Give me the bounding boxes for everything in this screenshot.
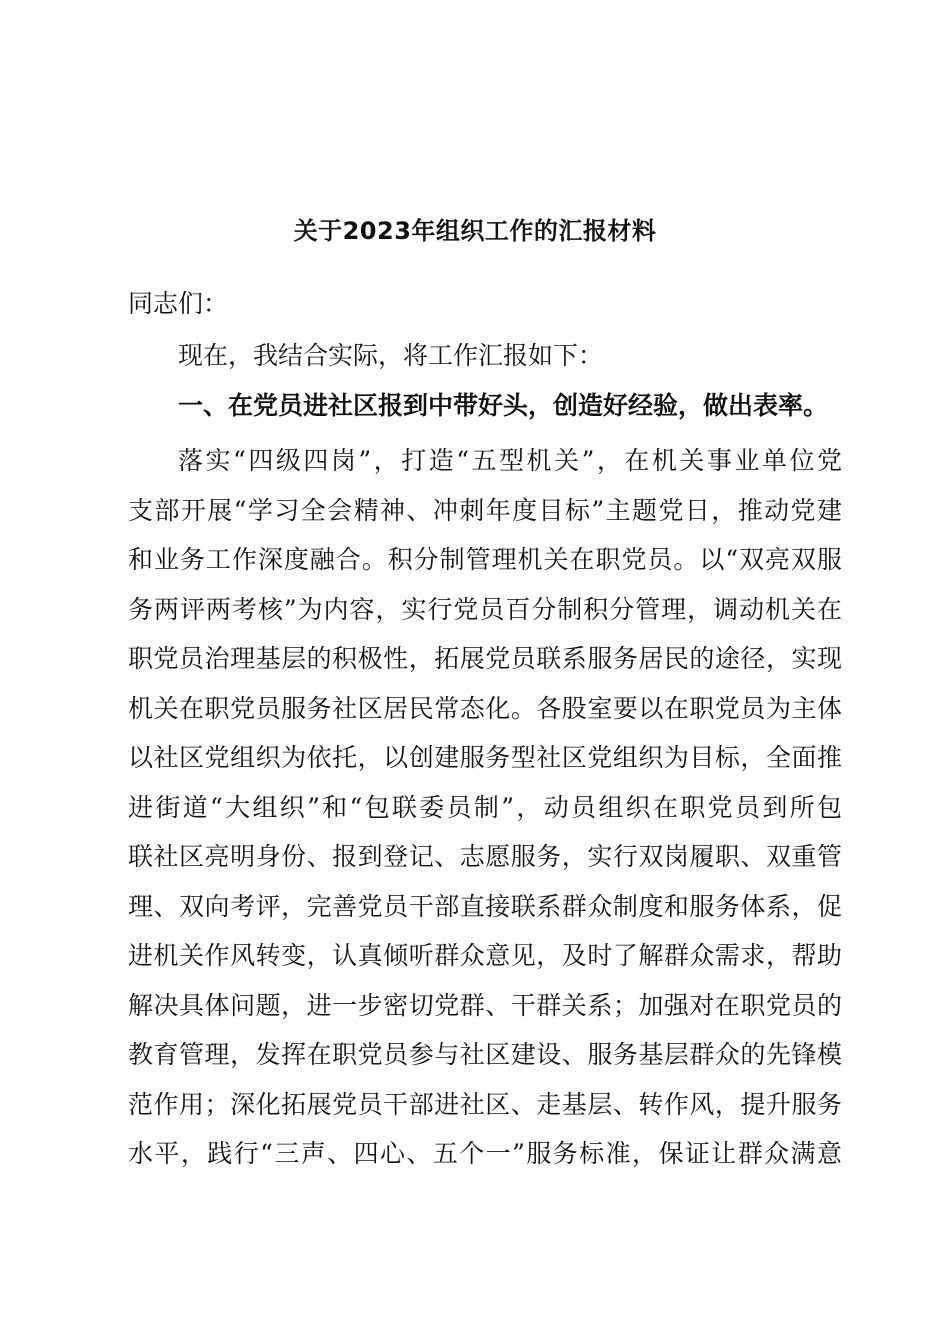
body-line: 支部开展“学习全会精神、冲刺年度目标”主题党日，推动党建: [128, 495, 842, 525]
body-line: 联社区亮明身份、报到登记、志愿服务，实行双岗履职、双重管: [128, 842, 842, 871]
body-line: 教育管理，发挥在职党员参与社区建设、服务基层群众的先锋模: [128, 1040, 842, 1069]
salutation: 同志们：: [128, 289, 229, 318]
body-line: 务两评两考核”为内容，实行党员百分制积分管理，调动机关在: [128, 594, 842, 624]
body-line: 水平，践行“三声、四心、五个一”服务标准，保证让群众满意: [128, 1139, 842, 1168]
body-line: 机关在职党员服务社区居民常态化。各股室要以在职党员为主体: [128, 693, 842, 723]
body-line: 解决具体问题，进一步密切党群、干群关系；加强对在职党员的: [128, 990, 842, 1020]
intro-paragraph: 现在，我结合实际，将工作汇报如下：: [178, 341, 604, 370]
document-title: 关于2023年组织工作的汇报材料: [293, 217, 657, 245]
body-line: 落实“四级四岗”，打造“五型机关”，在机关事业单位党: [178, 446, 842, 475]
body-line: 职党员治理基层的积极性，拓展党员联系服务居民的途径，实现: [128, 644, 842, 673]
body-line: 以社区党组织为依托，以创建服务型社区党组织为目标，全面推: [128, 743, 842, 772]
body-line: 范作用；深化拓展党员干部进社区、走基层、转作风，提升服务: [128, 1089, 842, 1119]
body-line: 和业务工作深度融合。积分制管理机关在职党员。以“双亮双服: [128, 545, 842, 574]
body-line: 进机关作风转变，认真倾听群众意见，及时了解群众需求，帮助: [128, 941, 842, 970]
body-line: 进街道“大组织”和“包联委员制”，动员组织在职党员到所包: [128, 792, 842, 822]
section-heading-1: 一、在党员进社区报到中带好头，创造好经验，做出表率。: [178, 391, 829, 420]
body-line: 理、双向考评，完善党员干部直接联系群众制度和服务体系，促: [128, 891, 842, 921]
body-paragraph: [128, 436, 842, 1179]
